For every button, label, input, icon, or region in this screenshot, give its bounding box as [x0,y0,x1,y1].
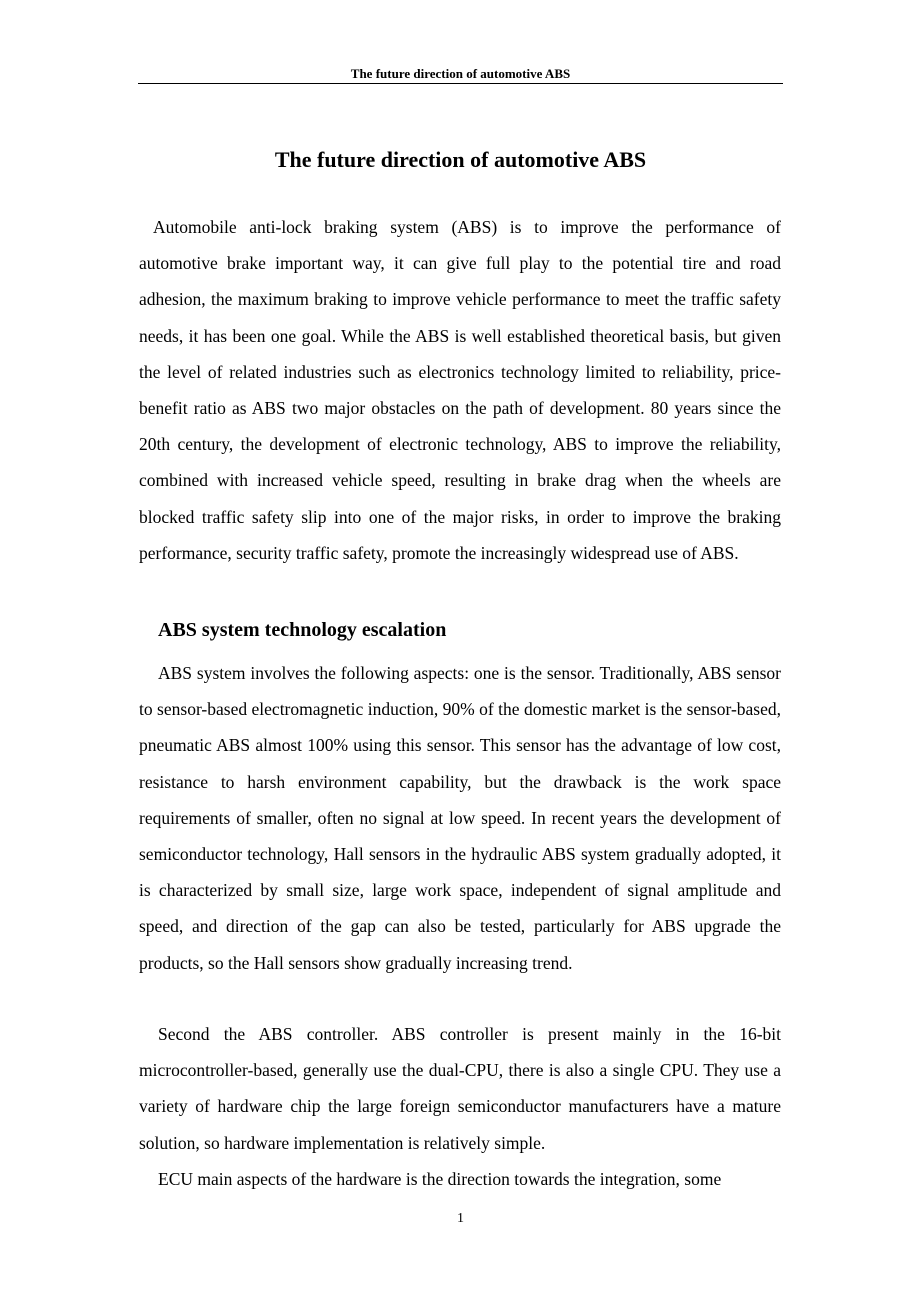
document-title: The future direction of automotive ABS [274,147,647,172]
section-heading: ABS system technology escalation [158,619,447,641]
paragraph-ecu: ECU main aspects of the hardware is the direction towards the integration, some [158,1169,722,1189]
paragraph-controller: Second the ABS controller. ABS controller is present mainly in the 16-bit microcontroller-based, generally use the dual-CPU, there is also a single CPU. They use a variety of hardware chip the large foreign semiconductor manufacturers have a mature solution, so hardware implementation is relatively simple. [139,1024,781,1153]
header-rule [138,83,783,84]
paragraph-intro: Automobile anti-lock braking system (ABS) is to improve the performance of automotive brake important way, it can give full play to the potential tire and road adhesion, the maximum braking to improve vehicle performance to meet the traffic safety needs, it has been one goal. While the ABS is well established theoretical basis, but given the level of related industries such as electronics technology limited to reliability, price-benefit ratio as ABS two major obstacles on the path of development. 80 years since the 20th century, the development of electronic technology, ABS to improve the reliability, combined with increased vehicle speed, resulting in brake drag when the wheels are blocked traffic safety slip into one of the major risks, in order to improve the braking performance, security traffic safety, promote the increasingly widespread use of ABS. [139,217,781,563]
paragraph-sensor: ABS system involves the following aspects: one is the sensor. Traditionally, ABS sensor to sensor-based electromagnetic induction, 90% of the domestic market is the sensor-based, pneumatic ABS almost 100% using this sensor. This sensor has the advantage of low cost, resistance to harsh environment capability, but the drawback is the work space requirements of smaller, often no signal at low speed. In recent years the development of semiconductor technology, Hall sensors in the hydraulic ABS system gradually adopted, it is characterized by small size, large work space, independent of signal amplitude and speed, and direction of the gap can also be tested, particularly for ABS upgrade the products, so the Hall sensors show gradually increasing trend. [139,663,781,973]
running-header: The future direction of automotive ABS [350,66,571,81]
page-number: 1 [457,1211,464,1226]
